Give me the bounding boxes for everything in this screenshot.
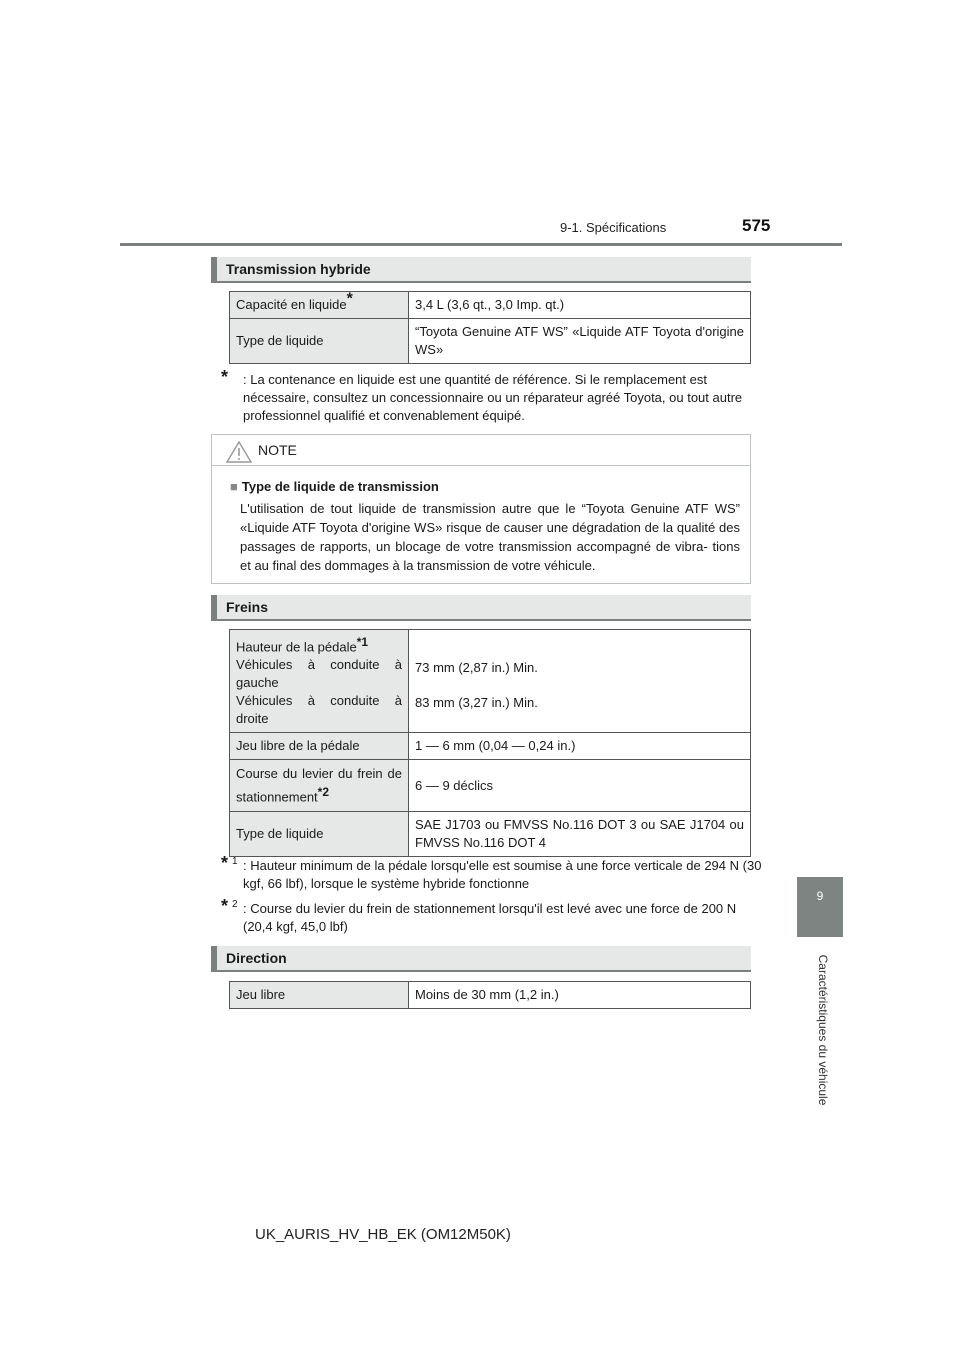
spec-key: Course du levier du frein de stationnement$^{*2}$ (230, 760, 409, 812)
table-row (230, 733, 751, 760)
spec-key: Type de liquide (230, 319, 409, 364)
warning-icon (226, 441, 252, 463)
section-header-freins (211, 595, 751, 621)
section-title: 9-1. Spécifications (560, 220, 667, 235)
chapter-number: 9 (816, 889, 824, 903)
square-bullet-icon: ■ (230, 479, 238, 494)
spec-value: 1 — 6 mm (0,04 — 0,24 in.) (409, 733, 751, 760)
page-number: 575 (742, 216, 771, 235)
table-row (230, 812, 751, 857)
footnote: * 1 : Hauteur minimum de la pédale lorsqu'elle est soumise à une force verticale de 294 N (30 kgf, 66 lbf), lorsque le système hybride fonctionne (221, 853, 762, 891)
spec-value: SAE J1703 ou FMVSS No.116 DOT 3 ou SAE J1704 ou FMVSS No.116 DOT 4 (409, 812, 751, 857)
chapter-tab[interactable] (797, 877, 843, 937)
section-header-transmission (211, 257, 751, 283)
section-heading: Transmission hybride (226, 261, 371, 277)
note-box (211, 434, 751, 584)
spec-value: Moins de 30 mm (1,2 in.) (409, 982, 751, 1009)
section-heading: Direction (226, 950, 287, 966)
spec-value: 6 — 9 déclics (409, 760, 751, 812)
note-header (212, 435, 750, 466)
section-heading: Freins (226, 599, 269, 615)
table-row (230, 760, 751, 812)
spec-key: Capacité en liquide* (230, 292, 409, 319)
section-marker (211, 257, 217, 281)
spec-key: Jeu libre (230, 982, 409, 1009)
table-row (230, 982, 751, 1009)
note-label: NOTE (258, 442, 297, 458)
table-row (230, 319, 751, 364)
note-text: L'utilisation de tout liquide de transmission autre que le “Toyota Genuine ATF WS” «Liquide ATF Toyota d'origine WS» risque de causer une dégradation de la qualité des passages de rapports, un blocage de votre transmission accompagné de vibra- tions et au final des dommages à la transmission de votre véhicule. (240, 501, 740, 573)
section-marker (211, 595, 217, 619)
section-marker (211, 946, 217, 970)
spec-value: 73 mm (2,87 in.) Min. 83 mm (3,27 in.) Min. (409, 630, 751, 733)
document-code: UK_AURIS_HV_HB_EK (OM12M50K) (255, 1226, 511, 1243)
footnote: * 2 : Course du levier du frein de stationnement lorsqu'il est levé avec une force de 200 N (20,4 kgf, 45,0 lbf) (221, 896, 737, 934)
spec-value: “Toyota Genuine ATF WS” «Liquide ATF Toyota d'origine WS» (409, 319, 751, 364)
spec-key: Jeu libre de la pédale (230, 733, 409, 760)
footnote: * : La contenance en liquide est une quantité de référence. Si le remplacement est nécessaire, consultez un concessionnaire ou un réparateur agréé Toyota, ou tout autre professionnel qualifié et convenablement équipé. (221, 367, 743, 423)
note-subtitle: ■ Type de liquide de transmission (230, 479, 439, 494)
chapter-label: Caractéristiques du véhicule (816, 954, 830, 1106)
section-header-direction (211, 946, 751, 972)
direction-table (229, 981, 751, 1009)
spec-key: Hauteur de la pédale$^{*1}$ Véhicules à conduite à gauche Véhicules à conduite à droite (230, 630, 409, 733)
table-row (230, 292, 751, 319)
header-rule (120, 243, 842, 246)
transmission-table (229, 291, 751, 364)
spec-key: Type de liquide (230, 812, 409, 857)
spec-value: 3,4 L (3,6 qt., 3,0 Imp. qt.) (409, 292, 751, 319)
table-row (230, 630, 751, 733)
freins-table (229, 629, 751, 857)
